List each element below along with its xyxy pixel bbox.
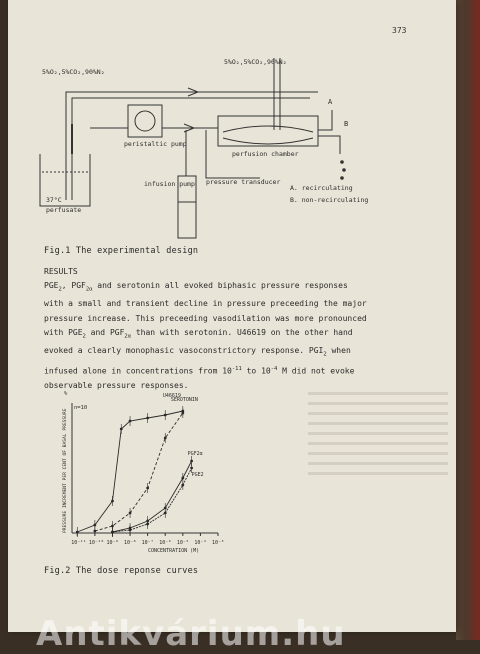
figure-1-caption: Fig.1 The experimental design [44, 246, 199, 256]
x-tick-label: 10⁻⁴ [194, 540, 207, 546]
x-tick-label: 10⁻¹⁰ [88, 540, 104, 546]
legend-non-recirculating: B. non-recirculating [290, 196, 368, 204]
x-tick-label: 10⁻⁸ [124, 540, 137, 546]
book-edge [456, 0, 480, 640]
x-tick-label: 10⁻⁹ [106, 540, 119, 546]
series-line-pgf2α [112, 461, 191, 532]
gas-label-left: 5%O₂,5%CO₂,90%N₂ [42, 68, 105, 76]
peristaltic-pump-label: peristaltic pump [124, 140, 187, 148]
figure-2-caption: Fig.2 The dose reponse curves [44, 566, 199, 576]
series-label: PGF2α [187, 451, 203, 457]
results-line: observable pressure responses. [44, 381, 189, 391]
results-heading: RESULTS [44, 267, 78, 276]
infusion-pump-label: infusion pump [144, 180, 195, 188]
x-tick-label: 10⁻⁷ [141, 540, 154, 546]
peristaltic-pump-box [128, 105, 162, 137]
x-tick-label: 10⁻³ [212, 540, 225, 546]
bleed-through-text [308, 385, 448, 545]
sample-size-label: n=10 [74, 405, 88, 411]
book-page [8, 0, 456, 654]
x-tick-label: 10⁻⁶ [159, 540, 172, 546]
results-line: infused alone in concentrations from $10^{-11}$ to $10^{-4}$ M did not evoke [44, 366, 355, 376]
temperature-label: 37°C [46, 196, 62, 204]
point-b-label: B [344, 120, 349, 128]
point-a-label: A [328, 98, 333, 106]
series-label: U46619 [162, 393, 181, 399]
watermark: Antikvárium.hu [36, 614, 346, 654]
series-line-serotonin [95, 413, 183, 531]
figure-2-chart [38, 385, 238, 555]
series-label: SEROTONIN [170, 397, 198, 403]
results-line: with $PGE_2$ and $PGF_{2\alpha}$ than with serotonin. U46619 on the other hand [44, 328, 353, 340]
perfusion-chamber-box [218, 116, 318, 146]
x-tick-label: 10⁻⁵ [176, 540, 189, 546]
y-axis-label: PRESSURE INCREMENT PER CENT OF BASAL PRESSURE [63, 408, 68, 533]
figure-1-diagram [28, 50, 368, 240]
pressure-transducer-label: pressure transducer [206, 178, 281, 186]
results-line: with a small and transient decline in pressure preceeding the major [44, 299, 367, 309]
gas-label-right: 5%O₂,5%CO₂,90%N₂ [224, 58, 287, 66]
series-label: PGE2 [191, 472, 204, 478]
y-unit-label: % [64, 391, 68, 397]
perfusion-chamber-label: perfusion chamber [232, 150, 299, 158]
x-tick-label: 10⁻¹¹ [71, 540, 87, 546]
x-axis-label: CONCENTRATION (M) [148, 548, 200, 554]
results-line: pressure increase. This preceeding vasodilation was more pronounced [44, 313, 367, 323]
perfusate-label: perfusate [46, 206, 82, 214]
results-line: $PGE_2$, $PGF_{2\alpha}$ and serotonin all evoked biphasic pressure responses [44, 281, 348, 293]
page-number: 373 [392, 26, 407, 35]
series-line-pge2 [112, 468, 191, 532]
legend-recirculating: A. recirculating [290, 184, 353, 192]
results-line: evoked a clearly monophasic vasoconstrictory response. $PGI_2$ when [44, 346, 351, 358]
results-paragraph [44, 279, 404, 394]
